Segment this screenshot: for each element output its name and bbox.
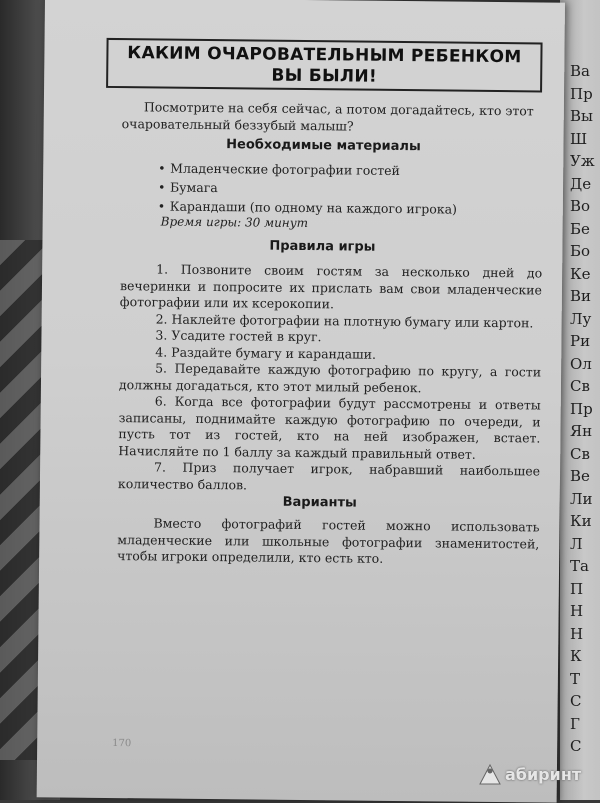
next-page-letter: Ян — [570, 422, 593, 440]
labirint-watermark — [478, 760, 581, 788]
next-page-letter: Уж — [570, 152, 595, 170]
next-page-letter: К — [570, 647, 582, 665]
rule-item: 6. Когда все фотографии будут рассмотрены и ответы записаны, поднимайте каждую фотографию по очереди, и пусть тот из гостей, кто на ней изображен, встает. Начисляйте по 1 баллу за каждый правильный ответ. — [118, 393, 541, 462]
next-page-edge — [560, 0, 600, 800]
labirint-logo-icon — [478, 762, 502, 786]
intro-paragraph: Посмотрите на себя сейчас, а потом догадайтесь, кто этот очаровательный беззубый малыш? — [121, 99, 534, 134]
next-page-letter: Ва — [570, 62, 590, 80]
next-page-letter: Ри — [570, 332, 591, 350]
next-page-letter: Св — [570, 444, 590, 463]
next-page-letter: П — [570, 579, 584, 598]
watermark-text: абиринт — [505, 764, 582, 784]
page-title-line1: КАКИМ ОЧАРОВАТЕЛЬНЫМ РЕБЕНКОМ — [127, 43, 522, 68]
title-box — [106, 38, 542, 93]
next-page-letter: С — [570, 737, 582, 755]
next-page-letter: С — [570, 692, 582, 710]
bullet-icon: • — [157, 179, 166, 195]
variants-heading: Варианты — [282, 494, 357, 511]
next-page-letter: Ли — [570, 489, 593, 508]
list-item: • Карандаши (по одному на каждого игрока) — [157, 198, 458, 217]
next-page-letter: Ке — [570, 264, 591, 283]
rules-list — [118, 261, 542, 496]
materials-list — [158, 158, 539, 219]
next-page-letter: Пр — [570, 84, 593, 103]
next-page-letter: Пр — [570, 399, 593, 418]
game-time: Время игры: 30 минут — [160, 214, 309, 231]
page-number: 170 — [112, 738, 132, 750]
next-page-letter: Та — [570, 557, 589, 575]
bullet-icon: • — [158, 160, 166, 176]
next-page-letter: Т — [570, 669, 581, 688]
variants-paragraph: Вместо фотографий гостей можно использовать младенческие или школьные фотографии знаменитостей, чтобы игроки определили, кто есть кто. — [117, 515, 540, 566]
next-page-letter: Де — [570, 174, 592, 193]
next-page-letter: Н — [570, 624, 584, 643]
next-page-letter: Ки — [570, 512, 592, 530]
next-page-letter: Ви — [570, 287, 592, 305]
rule-item: 4. Раздайте бумагу и карандаши. — [155, 343, 377, 362]
materials-heading: Необходимые материалы — [226, 137, 421, 155]
list-item: • Бумага — [157, 179, 218, 196]
next-page-letter: Ве — [570, 467, 590, 485]
next-page-letter: Лу — [570, 309, 592, 328]
next-page-letter: Бо — [570, 242, 591, 260]
next-page-letter: Л — [570, 534, 583, 553]
next-page-letter: Бе — [570, 219, 590, 238]
list-item: • Младенческие фотографии гостей — [158, 160, 400, 179]
next-page-letter: Ол — [570, 354, 592, 373]
next-page-letter: Г — [570, 714, 580, 733]
next-page-letter: Ш — [570, 129, 588, 148]
next-page-letter: Во — [570, 197, 591, 215]
rules-heading: Правила игры — [269, 238, 376, 255]
next-page-letter: Св — [570, 377, 590, 395]
rule-item: 5. Передавайте каждую фотографию по кругу, а гости должны догадаться, кто этот милый ребенок. — [118, 360, 542, 395]
page-title-line2: ВЫ БЫЛИ! — [271, 65, 378, 87]
next-page-letter: Вы — [570, 107, 593, 125]
rule-item: 2. Наклейте фотографии на плотную бумагу или картон. — [155, 310, 534, 330]
next-page-letter: Н — [570, 602, 584, 620]
rule-item: 7. Приз получает игрок, набравший наибольшее количество баллов. — [117, 459, 541, 492]
rule-item: 1. Позвоните своим гостям за несколько дней до вечеринки и попросите их прислать вам свои младенческие фотографии или их ксерокопии. — [119, 261, 543, 312]
book-page — [37, 0, 565, 803]
rule-item: 3. Усадите гостей в круг. — [155, 327, 322, 345]
bullet-icon: • — [157, 198, 166, 214]
